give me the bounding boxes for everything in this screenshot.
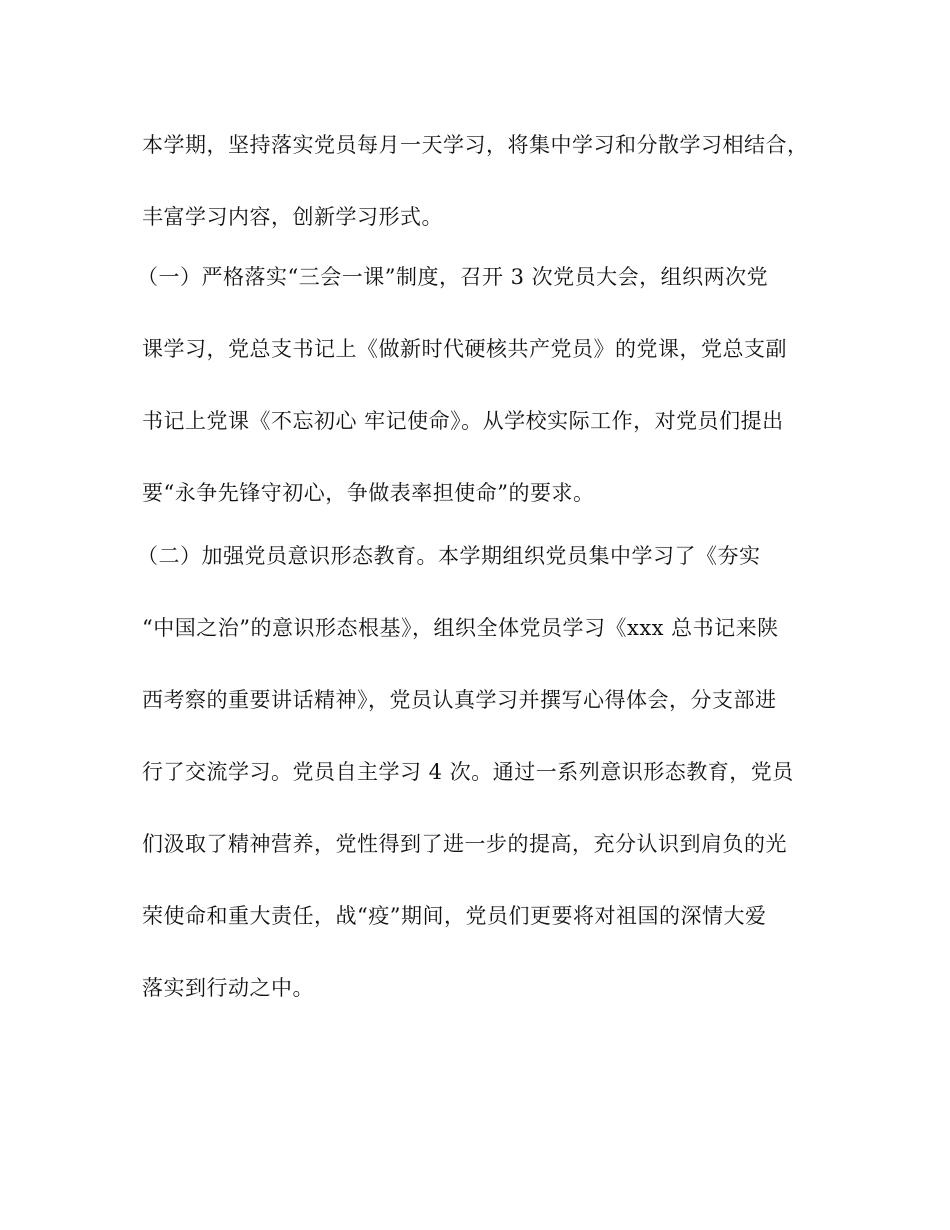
section2-line-7: 落实到行动之中。 <box>142 976 314 1000</box>
section2-line-1: （二）加强党员意识形态教育。本学期组织党员集中学习了《夯实 <box>137 544 761 568</box>
section1-line-2: 课学习，党总支书记上《做新时代硬核共产党员》的党课，党总支副 <box>142 337 787 361</box>
section2-line-2: “中国之治”的意识形态根基》，组织全体党员学习《xxx 总书记来陕 <box>142 616 779 640</box>
section2-line-4: 行了交流学习。党员自主学习 4 次。通过一系列意识形态教育，党员 <box>142 760 794 784</box>
intro-line-2: 丰富学习内容，创新学习形式。 <box>142 205 443 229</box>
section2-line-3: 西考察的重要讲话精神》，党员认真学习并撰写心得体会，分支部进 <box>142 688 777 712</box>
section1-line-3: 书记上党课《不忘初心 牢记使命》。从学校实际工作，对党员们提出 <box>142 409 784 433</box>
intro-line-1: 本学期，坚持落实党员每月一天学习，将集中学习和分散学习相结合， <box>142 133 809 157</box>
section2-line-6: 荣使命和重大责任，战“疫”期间，党员们更要将对祖国的深情大爱 <box>142 904 767 928</box>
section2-line-5: 们汲取了精神营养，党性得到了进一步的提高，充分认识到肩负的光 <box>142 832 787 856</box>
section1-line-1: （一）严格落实“三会一课”制度，召开 3 次党员大会，组织两次党 <box>137 265 769 289</box>
section1-line-4: 要“永争先锋守初心，争做表率担使命”的要求。 <box>142 481 595 505</box>
